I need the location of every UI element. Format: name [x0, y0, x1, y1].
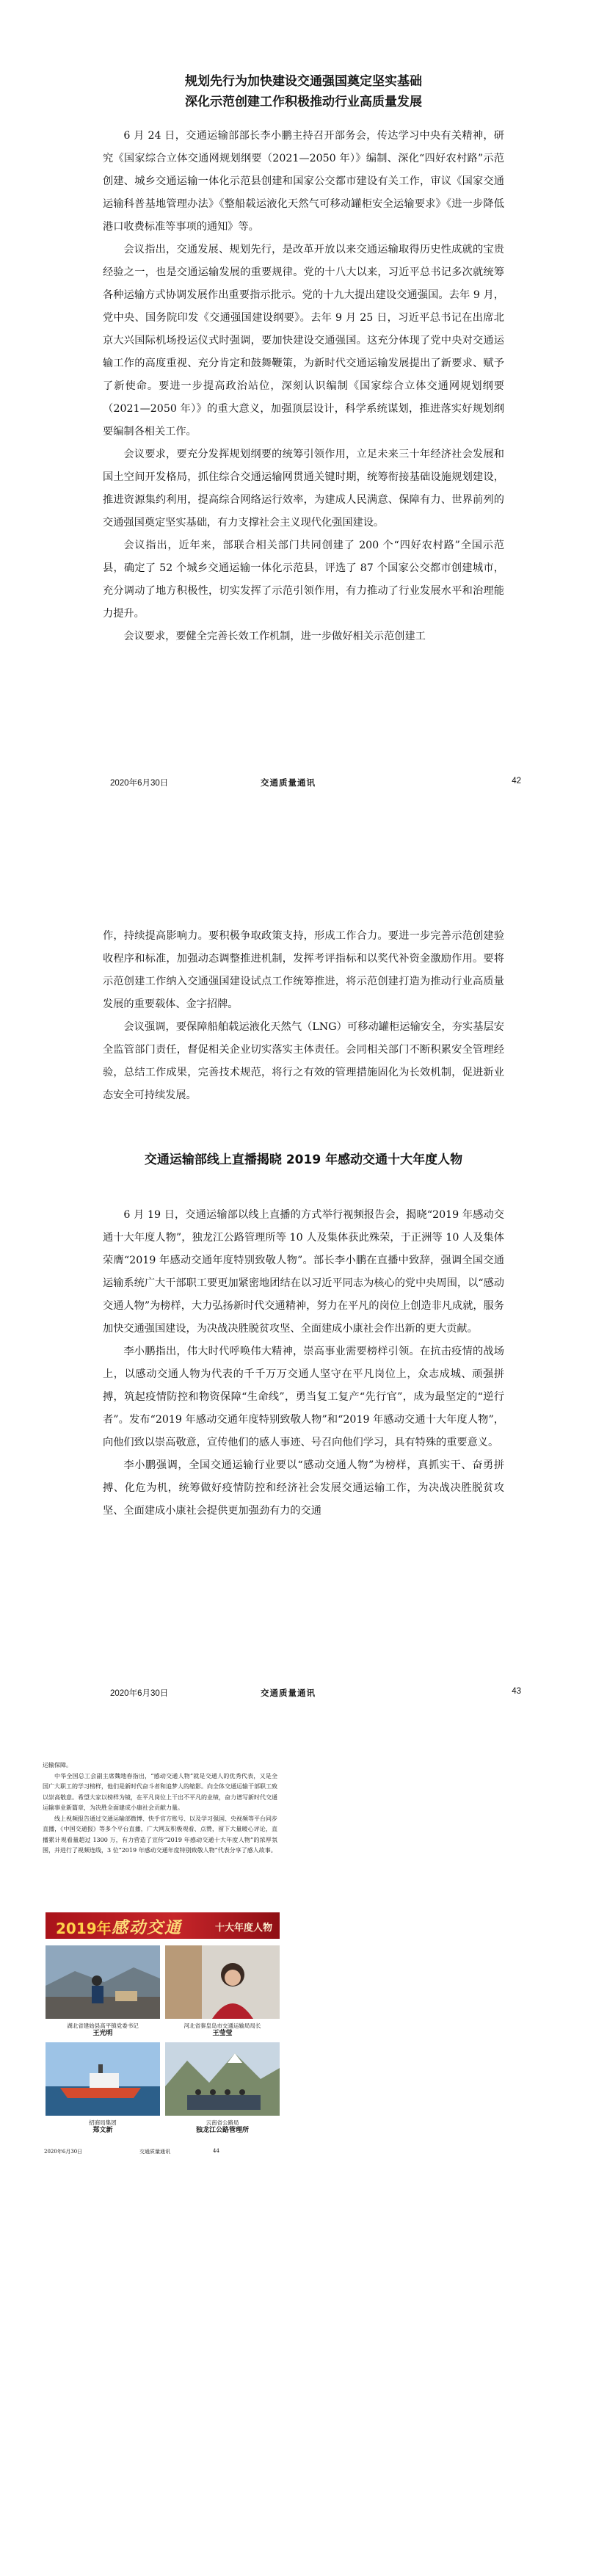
page1-body: [103, 125, 504, 648]
footer-date: 2020年6月30日: [110, 1689, 169, 1698]
paragraph: 作，持续提高影响力。要积极争取政策支持，形成工作合力。要进一步完善示范创建验收程序和标准，加强动态调整推进机制，发挥考评指标和以奖代补资金激励作用。要将示范创建工作纳入交通强国建设试点工作统筹推进，将示范创建打造为推动行业高质量发展的重要载体、金字招牌。: [103, 930, 504, 1010]
paragraph: 会议要求，要充分发挥规划纲要的统筹引领作用，立足未来三十年经济社会发展和国土空间开发格局，抓住综合交通运输网贯通关键时期，统筹衔接基础设施规划建设，推进资源集约利用，提高综合网络运行效率，为建成人民满意、保障有力、世界前列的交通强国奠定坚实基础，有力支撑社会主义现代化强国建设。: [103, 449, 504, 529]
page-3: [0, 1740, 607, 2576]
photo-worker-road: [46, 1945, 160, 2019]
paragraph: 6 月 19 日，交通运输部以线上直播的方式举行视频报告会，揭晓“2019 年感动交通十大年度人物”，独龙江公路管理所等 10 人及集体获此殊荣，于正洲等 10 人及集体荣膺“2019 年感动交通年度特别致敬人物”。部长李小鹏在直播中致辞，强调全国交通运输系统广大干部职工要更加紧密地团结在以习近平同志为核心的党中央周围，以“感动交通人物”为榜样，大力弘扬新时代交通精神，努力在平凡的岗位上创造非凡成就，服务加快交通强国建设，为决战决胜脱贫攻坚、全面建成小康社会作出新的更大贡献。: [103, 1209, 504, 1335]
footer-publication: 交通质量通讯: [261, 1688, 316, 1698]
page1-title-line2: 深化示范创建工作积极推动行业高质量发展: [185, 95, 422, 109]
paragraph: 中华全国总工会副主席魏地春指出，“感动交通人物”就是交通人的优秀代表，又是全国广大职工的学习榜样，他们是新时代奋斗者和追梦人的缩影。向全体交通运输干部职工致以崇高敬意。希望大家以榜样为镜，在平凡岗位上干出不平凡的业绩，奋力谱写新时代交通运输事业新篇章，为决胜全面建成小康社会贡献力量。: [43, 1772, 277, 1811]
page3-body: [43, 1760, 277, 1857]
page2-continued-body: [103, 925, 504, 1107]
page-2: [0, 910, 607, 1725]
banner-subtitle: 十大年度人物: [214, 1923, 272, 1934]
banner-slogan: 感动交通: [112, 1918, 183, 1937]
footer-page-number: 43: [512, 1687, 521, 1696]
paragraph: 李小鹏强调，全国交通运输行业要以“感动交通人物”为榜样，真抓实干、奋勇拼搏、化危为机，统筹做好疫情防控和经济社会发展交通运输工作，为决战决胜脱贫攻坚、全面建成小康社会提供更加强劲有力的交通: [103, 1459, 504, 1517]
banner-year: 2019年: [56, 1920, 112, 1937]
footer-publication: 交通质量通讯: [261, 777, 316, 788]
award-banner: [46, 1912, 280, 1939]
paragraph: 会议指出，交通发展、规划先行，是改革开放以来交通运输取得历史性成就的宝贵经验之一，也是交通运输发展的重要规律。党的十八大以来，习近平总书记多次就统筹各种运输方式协调发展作出重要指示批示。党的十九大提出建设交通强国。去年 9 月，党中央、国务院印发《交通强国建设纲要》。去年 9 月 25 日，习近平总书记在出席北京大兴国际机场投运仪式时强调，要加快建设交通强国。这充分体现了党中央对交通运输工作的高度重视、充分肯定和鼓舞鞭策，为新时代交通运输发展提出了新要求、赋予了新使命。要进一步提高政治站位，深刻认识编制《国家综合立体交通网规划纲要（2021—2050 年）》的重大意义，加强顶层设计，科学系统谋划，推进落实好规划纲要编制各相关工作。: [103, 244, 504, 438]
paragraph: 会议强调，要保障船舶载运液化天然气（LNG）可移动罐柜运输安全，夯实基层安全监管部门责任，督促相关企业切实落实主体责任。会同相关部门不断积累安全管理经验，总结工作成果，完善技术规范，将行之有效的管理措施固化为长效机制，促进新业态安全可持续发展。: [103, 1021, 504, 1101]
footer-date: 2020年6月30日: [110, 779, 169, 788]
page-1: [0, 0, 607, 815]
page2-body: [103, 1204, 504, 1523]
photo-portrait-woman: [165, 1945, 280, 2019]
footer-page-number: 44: [213, 2148, 219, 2154]
photo-caption: 湖北省建始县高平镇党委书记 王光明: [67, 2022, 139, 2037]
footer-publication: 交通质量通讯: [139, 2149, 170, 2155]
page1-title-line1: 规划先行为加快建设交通强国奠定坚实基础: [185, 74, 422, 89]
page2-article-title: 交通运输部线上直播揭晓 2019 年感动交通十大年度人物: [144, 1153, 463, 1167]
paragraph: 会议要求，要健全完善长效工作机制，进一步做好相关示范创建工: [123, 631, 426, 642]
photo-ship-sea: [46, 2042, 160, 2116]
footer-date: 2020年6月30日: [44, 2149, 83, 2155]
paragraph: 6 月 24 日，交通运输部部长李小鹏主持召开部务会，传达学习中央有关精神，研究《国家综合立体交通网规划纲要（2021—2050 年）》编制、深化“四好农村路”示范创建、城乡交通运输一体化示范县创建和国家公交都市建设有关工作，审议《国家交通运输科普基地管理办法》《整船载运液化天然气可移动罐柜安全运输要求》《进一步降低港口收费标准等事项的通知》等。: [103, 130, 504, 233]
photo-caption: 招商局集团 郑文新: [89, 2119, 117, 2134]
photo-caption: 云南省公路局 独龙江公路管理所: [195, 2119, 249, 2134]
page1-footer: [110, 777, 521, 791]
paragraph: 运输保障。: [43, 1762, 72, 1768]
page2-footer: [110, 1687, 521, 1702]
footer-page-number: 42: [512, 777, 521, 786]
photo-mountain-team: [165, 2042, 280, 2116]
paragraph: 会议指出，近年来，部联合相关部门共同创建了 200 个“四好农村路”全国示范县，确定了 52 个城乡交通运输一体化示范县，评选了 87 个国家公交都市创建城市，充分调动了地方积极性，切实发挥了示范引领作用，有力推动了行业发展水平和治理能力提升。: [103, 540, 504, 620]
paragraph: 李小鹏指出，伟大时代呼唤伟大精神，崇高事业需要榜样引领。在抗击疫情的战场上，以感动交通人物为代表的千千万万交通人坚守在平凡岗位上，众志成城、顽强拼搏，筑起疫情防控和物资保障“生命线”，勇当复工复产“先行官”，成为最坚定的“逆行者”。发布“2019 年感动交通年度特别致敬人物”和“2019 年感动交通十大年度人物”，向他们致以崇高敬意，宣传他们的感人事迹、号召向他们学习，具有特殊的重要意义。: [103, 1346, 504, 1448]
photo-caption: 河北省秦皇岛市交通运输局局长 王莹莹: [183, 2022, 261, 2037]
paragraph: 线上视频报告通过交通运输部微博、快手官方账号、以及学习强国、央视频等平台同步直播，《中国交通报》等多个平台直播，广大网友积极观看、点赞，留下大量暖心评论，直播累计观看量超过 1300 万，有力营造了宣传“2019 年感动交通十大年度人物”的浓厚氛围，并进行了视频连线，3 位“2019 年感动交通年度特别致敬人物”代表分享了感人故事。: [43, 1815, 277, 1854]
